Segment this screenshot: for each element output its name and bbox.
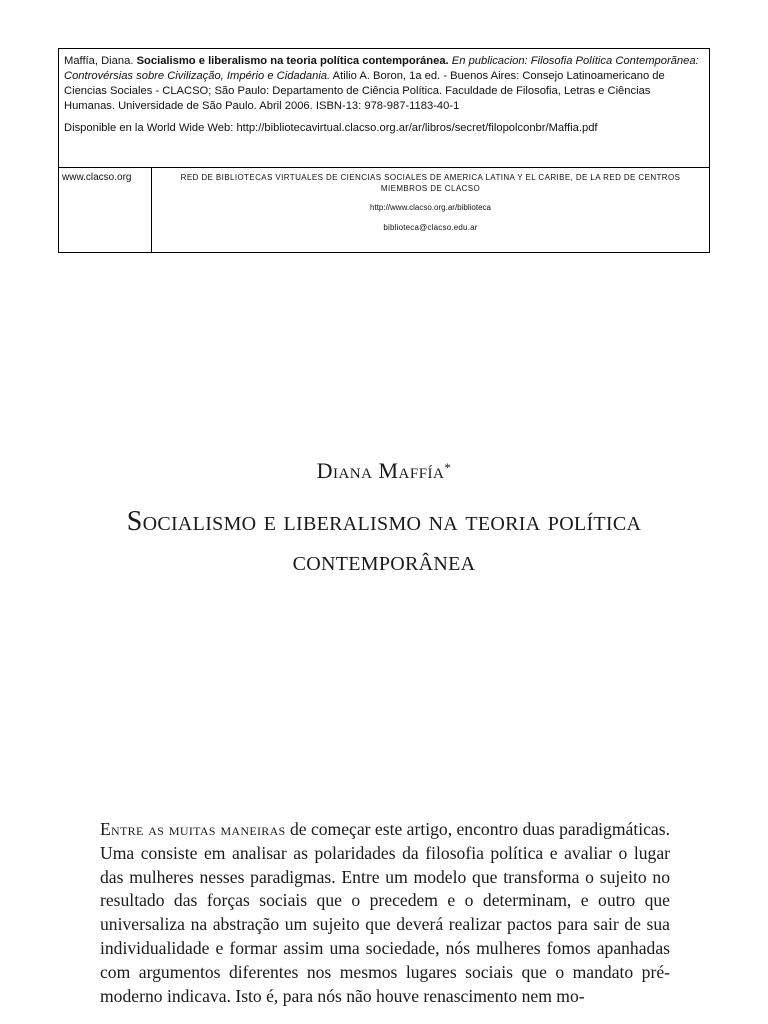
network-url[interactable]: http://www.clacso.org.ar/biblioteca (370, 203, 491, 212)
article-body (100, 818, 670, 1008)
citation-publication: Filosofia Política Contemporãnea: Controvérsias sobre Civilização, Império e Cidadania. (64, 55, 699, 82)
citation-header-box (58, 48, 710, 253)
network-info (152, 168, 709, 252)
body-paragraph: de começar este artigo, encontro duas paradigmáticas. Uma consiste em analisar as polaridades da filosofia política e avaliar o lugar das mulheres nesses paradigmas. Entre um modelo que transforma o sujeito no resultado das forças sociais que o precedem e o determinam, e outro que universaliza na abstração um sujeito que deverá realizar pactos para sair de sua individualidade e formar assim uma sociedade, nós mulheres fomos apanhadas com argumentos diferentes nos mesmos lugares sociais que o mandato pré-moderno indicava. Isto é, para nós não houve renascimento nem mo- (100, 819, 670, 1006)
citation-title: Socialismo e liberalismo na teoria política contemporánea. (136, 55, 449, 67)
body-lead-in: Entre as muitas maneiras (100, 819, 286, 839)
network-title: RED DE BIBLIOTECAS VIRTUALES DE CIENCIAS SOCIALES DE AMERICA LATINA Y EL CARIBE, DE LA RED DE CENTROS MIEMBROS DE CLACSO (180, 173, 681, 193)
article-author (0, 458, 768, 484)
author-name: Diana Maffía (316, 458, 445, 483)
citation-block (59, 49, 709, 168)
site-link[interactable]: www.clacso.org (59, 168, 152, 252)
article-title: Socialismo e liberalismo na teoria política contemporânea (126, 506, 642, 577)
network-email[interactable]: biblioteca@clacso.edu.ar (383, 223, 478, 232)
citation-author: Maffía, Diana. (64, 55, 134, 67)
author-footnote-mark: * (444, 460, 452, 475)
citation-text (64, 54, 704, 114)
citation-details: Atilio A. Boron, 1a ed. - Buenos Aires: Consejo Latinoamericano de Ciencias Sociales - CLACSO; São Paulo: Departamento de Ciência Política. Faculdade de Filosofia, Letras e Ciências Humanas. Universidade de São Paulo. Abril 2006. ISBN-13: 978-987-1183-40-1 (64, 70, 665, 112)
availability-line[interactable]: Disponible en la World Wide Web: http://bibliotecavirtual.clacso.org.ar/ar/libros/secret/filopolconbr/Maffia.pdf (64, 122, 598, 134)
citation-pub-prefix: En publicacion: (451, 55, 528, 67)
